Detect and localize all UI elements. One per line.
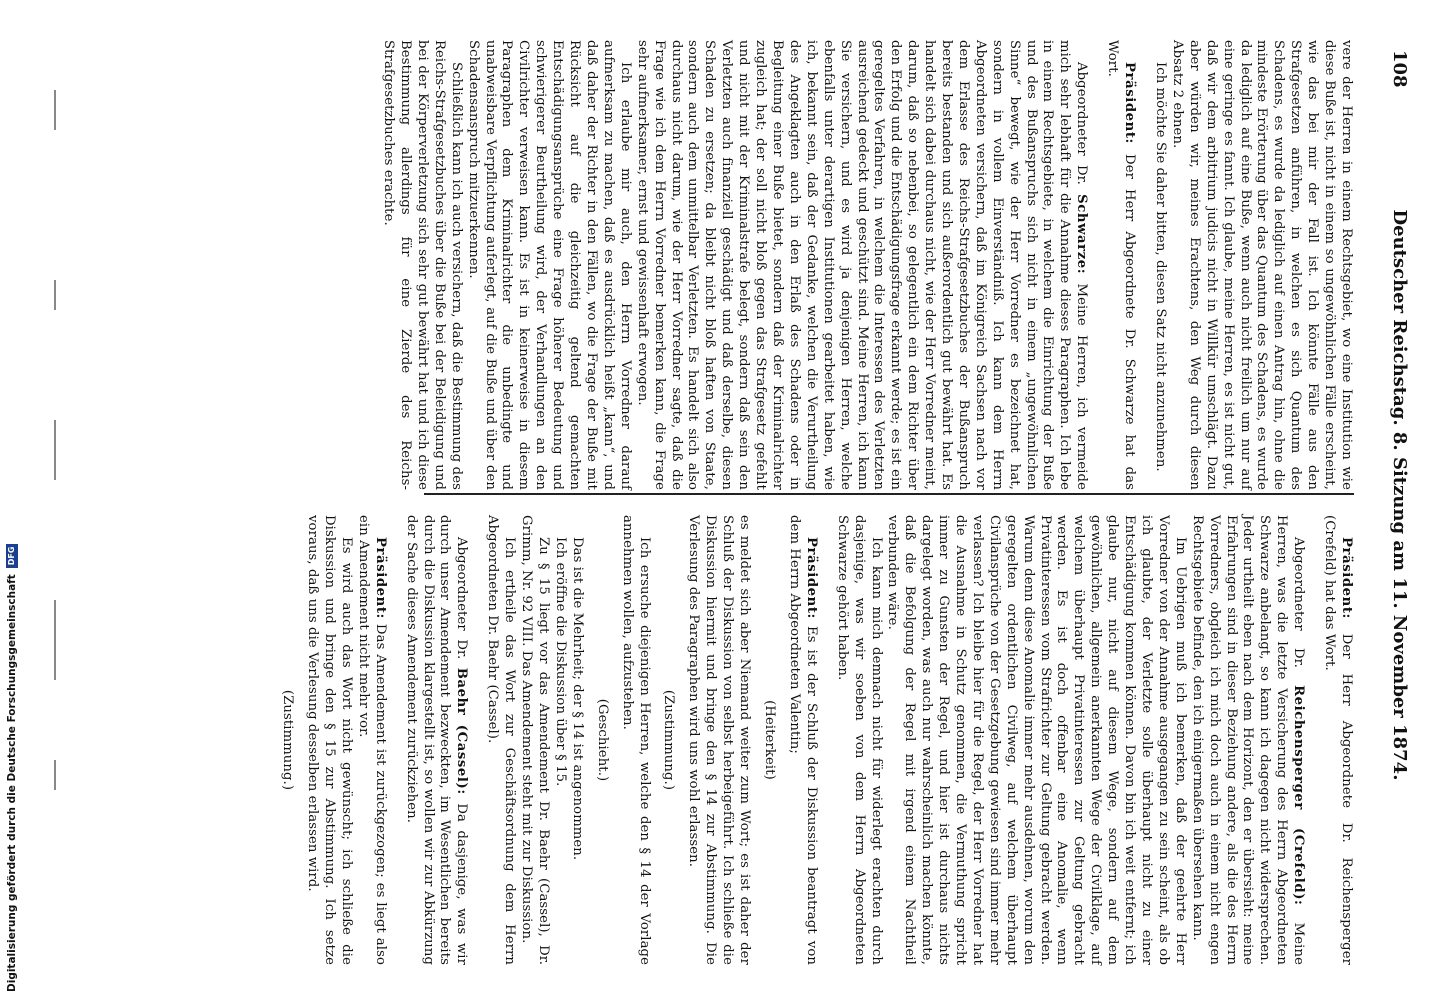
speech-text: Meine Herren, was die letzte Versicherung des Herrn Abgeordneten Schwarze anbelangt, so kann ich dagegen nicht widersprechen. Jeder urtheilt eben nach dem Horizont, den er übersieht: meine Erfahrungen sind in dieser Beziehung andere, als die des Herrn Vorredners, obgleich ich mich doch auch in einem nicht engen Rechtsgebiete befinde, den ich einigermaßen übersehen kann. — [1189, 515, 1307, 965]
speech-text: Da dasjenige, was wir durch unser Amendement bezweckten, im Wesentlichen bereits durch die Diskussion klargestellt ist, so wollen wir zur Abkürzung der Sache dieses Amendement zurückziehen. — [403, 515, 470, 965]
stage-direction: (Zustimmung.) — [661, 689, 677, 791]
text-paragraph: Ich ersuche diejenigen Herren, welche den § 14 der Vorlage annehmen wollen, aufzustehen. — [619, 515, 652, 965]
speech-paragraph — [354, 515, 388, 965]
bottom-scan-marks — [46, 0, 60, 1000]
speaker-prefix: Abgeordneter Dr. — [1074, 62, 1090, 195]
stage-direction: (Heiterkeit) — [762, 700, 777, 780]
speech-paragraph — [402, 515, 470, 965]
column-divider — [424, 493, 1354, 495]
text-paragraph: Ich möchte Sie daher bitten, diesen Satz nicht anzunehmen. — [1153, 62, 1169, 472]
text-paragraph: Schließlich kann ich auch versichern, daß die Bestimmung des Reichs-Strafgesetzbuches über die Buße bei der Beleidigung und bei der Körperverletzung sich sehr gut bewährt hat und ich diese Bestimmung allerdings für eine Zierde des Reichs-Strafgesetzbuches erachte. — [381, 40, 464, 490]
speaker-name: Reichensperger (Crefeld): — [1291, 685, 1307, 906]
speaker-name: Schwarze: — [1074, 194, 1090, 275]
speaker-prefix: Abgeordneter Dr. — [1291, 537, 1307, 686]
stage-direction: (Geschieht.) — [594, 698, 610, 782]
speech-paragraph — [1188, 515, 1306, 965]
text-paragraph: es meldet sich aber Niemand weiter zum Wort; es ist daher der Schluß der Diskussion von selbst herbeigeführt. Ich schließe die Diskussion hiermit und bringe den § 14 zur Abstimmung. Die Verlesung des Paragraphen wird uns wohl erlassen. — [686, 515, 753, 965]
paragraph-gap — [469, 515, 483, 965]
speech-text: Der Herr Abgeordnete Dr. Schwarze hat das Wort. — [1105, 40, 1138, 490]
paragraph-gap — [1089, 40, 1103, 490]
dfg-logo: DFG — [6, 544, 18, 569]
speaker-name: Präsident: — [803, 537, 819, 620]
speech-text: Es ist der Schluß der Diskussion beantragt von dem Herrn Abgeordneten Valentin; — [786, 515, 819, 965]
page-title: Deutscher Reichstag. 8. Sitzung am 11. November 1874. — [1389, 209, 1410, 781]
text-paragraph: Im Uebrigen muß ich bemerken, daß der geehrte Herr Vorredner von der Annahme ausgegangen zu sein scheint, als ob ich glaubte, der Verletzte solle überhaupt nicht zu einer Entschädigung kommen können. Davon bin ich weit entfernt; ich glaube nur, nicht auf diesem Wege, sondern auf dem gewöhnlichen, allgemein anerkannten Wege der Civilklage, auf welchem überhaupt Privatinteressen zur Geltung gebracht werden. Es ist doch offenbar eine Anomalie, wenn Privatinteressen vom Strafrichter zur Geltung gebracht werden. Warum denn diese Anomalie immer mehr ausdehnen, worum den geregelten ordentlichen Civilweg, auf welchem überhaupt Civilansprüche von der Gesetzgebung gewiesen sind immer mehr verlassen? Ich bleibe hier für die Regel, der Herr Vorredner hat die Ausnahme in Schutz genommen, die Vermuthung spricht immer zu Gunsten der Regel, und hier ist durchaus nichts dargelegt worden, was auch nur wahrscheinlich machen könnte, daß die Befolgung der Regel mit irgend einem Nachtheil verbunden wäre. — [885, 515, 1188, 965]
speech-paragraph — [1103, 40, 1137, 490]
speaker-name: Baehr (Cassel): — [454, 667, 470, 795]
left-column — [379, 40, 1354, 490]
paragraph-gap — [388, 515, 402, 965]
speech-text: Das Amendement ist zurückgezogen; es liegt also ein Amendement nicht mehr vor. — [355, 515, 388, 965]
text-paragraph: vere der Herren in einem Rechtsgebiet, wo eine Institution wie diese Buße ist, nicht in einem so ungewöhnlichen Fälle erscheint, wie das bei mir der Fall ist. Ich könnte Fälle aus den Strafgesetzen anführen, in welchen es sich Quantum des Schadens, es wurde da lediglich auf einen Antrag hin, ohne die mindeste Erörterung über das Quantum des Schadens, es wurde da lediglich auf eine Buße, wenn auch nicht freilich um nur auf eine geringe es fannt. Ich glaube, meine Herren, es ist nicht gut, daß wir dem arbitrium judicis nicht in Willkür umschlägt. Dazu aber würden wir, meines Erachtens, den Weg durch diesen Absatz 2 ebnen. — [1169, 40, 1354, 490]
paragraph-gap — [1306, 515, 1320, 965]
text-paragraph: Ich eröffne die Diskussion über § 15. — [552, 537, 568, 787]
right-column — [270, 515, 1354, 965]
text-paragraph: Ich erlaube mir auch, den Herrn Vorredner darauf aufmerksam zu machen, daß es ausdrücklich heißt „kann“, und daß daher der Richter in den Fällen, wo die Frage der Buße mit Rücksicht auf die gleichzeitig geltend gemachten Entschädigungsansprüche eine Frage höherer Bedeutung und schwierigerer Beurtheilung wird, der Verhandlungen an den Civilrichter verweisen kann. Es ist in keinerweise in diesem Paragraphen dem Kriminalrichter die unbedingte und unabweisbare Verpflichtung auferlegt, auf die Buße und über den Schadensanspruch mitzuerkennen. — [465, 40, 633, 490]
speech-paragraph — [633, 40, 1089, 490]
text-paragraph: Das ist die Mehrheit; der § 14 ist angenommen. — [569, 537, 585, 861]
speech-text: Der Herr Abgeordnete Dr. Reichensperger (Crefeld) hat das Wort. — [1322, 515, 1354, 965]
paragraph-gap — [819, 515, 833, 965]
digitization-credit — [1, 0, 23, 1000]
paragraph-gap — [1137, 40, 1151, 490]
speech-text: Meine Herren, ich vermeide mich sehr lebhaft für die Annahme dieses Paragraphen. Ich lebe in einem Rechtsgebiete, in welchem die Einrichtung der Buße und des Bußanspruchs sich nicht in einem „ungewöhnlichen Sinne“ bewegt, wie der Herr Vorredner es bezeichnet hat, sondern in vollem Einverständniß. Ich kann dem Herrn Abgeordneten versichern, daß im Königreich Sachsen nach vor dem Erlasse des Reichs-Strafgesetzbuches der Bußanspruch bereits bestanden und sich außerordentlich gut bewährt hat. Es handelt sich dabei durchaus nicht, wie der Herr Vorredner meint, darum, daß so nebenbei, so gelegentlich ein dem Richter über den Erfolg und die Entschädigungsfrage erkannt werde; es ist ein geregeltes Verfahren, in welchem die Interessen des Verletzten ausreichend gedeckt und geschützt sind. Meine Herren, ich kann Sie versichern, und es wird ja denjenigen Herren, welche ebenfalls unter derartigen Institutionen gearbeitet haben, wie ich, bekannt sein, daß der Gedanke, welchen die Verurtheilung des Angeklagten auch in den Erlaß des Schadens oder in Begleitung einer Buße bietet, sondern daß der Kriminalrichter zugleich hat; der soll nicht bloß gegen das Strafgesetz gefehlt und nicht mit der Kriminalstrafe belegt, sondern daß sein den Verletzten auch finanziell geschädigt und daß derselbe, diesen Schaden zu ersetzen; da bleibt nicht bloß haften von Staate, sondern auch dem unmittelbar Verletzten. Es handelt sich also durchaus nicht darum, wie der Herr Vorredner sagte, daß die Frage wie ich dem Herrn Vorredner bemerken kann, die Frage sehr aufmerksamer, ernst und gewissenhaft erwogen. — [634, 40, 1090, 491]
page-number: 108 — [1389, 50, 1410, 88]
speech-paragraph — [785, 515, 819, 965]
page-header — [1386, 20, 1410, 970]
speech-paragraph — [1320, 515, 1354, 965]
speaker-name: Präsident: — [1122, 62, 1138, 145]
text-paragraph: Es wird auch das Wort nicht gewünscht; ich schließe die Diskussion und bringe den § 15 zur Abstimmung. Ich setze voraus, daß uns die Verlesung desselben erlassen wird. — [305, 515, 354, 965]
stage-direction: (Zustimmung.) — [280, 689, 296, 791]
credit-text: Digitalisierung gefördert durch die Deutsche Forschungsgemeinschaft — [6, 574, 18, 992]
speaker-prefix: Abgeordneter Dr. — [454, 537, 470, 668]
text-paragraph: Ich ertheile das Wort zur Geschäftsordnung dem Herrn Abgeordneten Dr. Baehr (Cassel). — [485, 515, 518, 965]
text-paragraph: Zu § 15 liegt vor das Amendement Dr. Baehr (Cassel), Dr. Grimm, Nr. 92 VIII. Das Amendement steht mit zur Diskussion. — [519, 515, 552, 965]
document-page — [37, 0, 1432, 1000]
speaker-name: Präsident: — [372, 537, 388, 620]
speaker-name: Präsident: — [1339, 537, 1354, 620]
text-paragraph: Ich kann mich demnach nicht für widerlegt erachten durch dasjenige, was wir soeben von dem Herrn Abgeordneten Schwarze gehört haben. — [834, 515, 884, 965]
